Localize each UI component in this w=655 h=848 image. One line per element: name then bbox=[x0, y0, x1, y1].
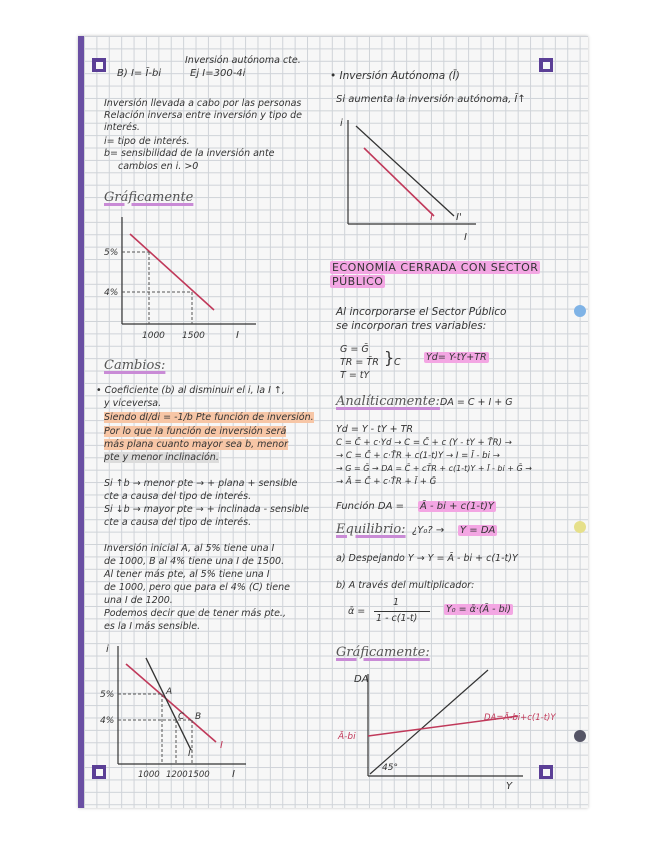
axis-label: I bbox=[464, 232, 467, 243]
equilibrio-question: ¿Y₀? → bbox=[412, 525, 445, 536]
bullet-title: • Inversión Autónoma (Ī) bbox=[330, 70, 460, 82]
axis-label: Y bbox=[506, 781, 513, 792]
variable-line: G = Ḡ bbox=[340, 344, 369, 355]
derivation-line: → G = Ḡ → DA = C̄ + cT̄R + c(1-t)Y + Ī - bi + Ḡ → bbox=[336, 464, 532, 473]
curve-I bbox=[126, 664, 216, 742]
axis-label: DA bbox=[354, 674, 369, 685]
binder-hole-icon bbox=[574, 730, 586, 742]
tick-label: 5% bbox=[104, 248, 119, 258]
equilibrio-box: Y = DA bbox=[460, 525, 496, 536]
cambios-line: pte y menor inclinación. bbox=[104, 452, 219, 463]
increase-line: Si aumenta la inversión autónoma, Ī↑ bbox=[336, 94, 526, 105]
intercept-label: Ā-bi bbox=[338, 732, 356, 742]
variable-line: T = tY bbox=[340, 370, 370, 381]
heading-equilibrio: Equilibrio: bbox=[336, 522, 406, 537]
si-line: Si ↑b → menor pte → + plana + sensible bbox=[104, 478, 298, 489]
point-label: C bbox=[178, 712, 185, 722]
investment-formula: B) I= Ī-bi bbox=[117, 68, 162, 79]
si-line: cte a causa del tipo de interés. bbox=[104, 517, 252, 528]
axis-label: i bbox=[340, 118, 343, 129]
point-label: A bbox=[166, 687, 173, 697]
corner-marker-icon bbox=[92, 58, 106, 72]
investment-example: Ej I=300-4i bbox=[190, 68, 246, 79]
cambios-line: Por lo que la función de inversión será bbox=[104, 426, 287, 437]
heading-graficamente: Gráficamente bbox=[104, 190, 194, 205]
inversion-line: una I de 1200. bbox=[104, 595, 173, 606]
incorporate-line: se incorporan tres variables: bbox=[336, 320, 487, 332]
inversion-line: es la I más sensible. bbox=[104, 621, 201, 632]
angle-label: 45° bbox=[382, 763, 398, 773]
top-title: Inversión autónoma cte. bbox=[185, 55, 301, 66]
alpha-label: ᾱ = bbox=[348, 606, 366, 617]
da-line-label: DA=Ā-bi+c(1-t)Y bbox=[484, 713, 556, 723]
curve-label: I bbox=[220, 740, 223, 751]
definition-line: Relación inversa entre inversión y tipo de bbox=[104, 110, 303, 121]
tick-label: 5% bbox=[100, 690, 115, 700]
tick-label: 1000 bbox=[142, 331, 165, 341]
tick-label: 1200 bbox=[166, 770, 188, 780]
section-title: PÚBLICO bbox=[332, 275, 384, 288]
derivation-line: → Ā = C̄ + c·T̄R + Ī + Ḡ bbox=[336, 477, 437, 487]
inversion-line: Al tener más pte, al 5% tiene una I bbox=[104, 569, 270, 580]
investment-chart bbox=[104, 212, 264, 342]
binder-hole-icon bbox=[574, 305, 586, 317]
funcion-label: Función DA = bbox=[336, 501, 405, 512]
section-title: ECONOMÍA CERRADA CON SECTOR bbox=[332, 261, 539, 274]
aggregate-demand-chart bbox=[338, 668, 556, 792]
analiticamente-eq: DA = C + I + G bbox=[440, 397, 513, 408]
inversion-line: de 1000, pero que para el 4% (C) tiene bbox=[104, 582, 290, 593]
definition-line: interés. bbox=[104, 122, 140, 133]
brace-label: C bbox=[394, 357, 401, 368]
curve-label: I' bbox=[456, 212, 462, 223]
multiplicador-line: b) A través del multiplicador: bbox=[336, 580, 475, 591]
tick-label: 1500 bbox=[182, 331, 205, 341]
autonomous-shift-chart bbox=[336, 112, 486, 246]
inversion-line: Inversión inicial A, al 5% tiene una I bbox=[104, 543, 275, 554]
si-line: Si ↓b → mayor pte → + inclinada - sensible bbox=[104, 504, 309, 515]
fraction-bar bbox=[374, 611, 430, 612]
axis-label: i bbox=[106, 644, 109, 655]
derivation-line: C = C̄ + c·Yd → C = C̄ + c (Y - tY + T̄R) → bbox=[336, 438, 512, 448]
si-line: cte a causa del tipo de interés. bbox=[104, 491, 252, 502]
investment-curve bbox=[130, 234, 214, 310]
tick-label: 4% bbox=[100, 716, 115, 726]
cambios-line: Siendo dI/di = -1/b Pte función de inversión. bbox=[104, 412, 314, 423]
point-label: B bbox=[195, 712, 202, 722]
corner-marker-icon bbox=[539, 765, 553, 779]
definition-line: cambios en i. >0 bbox=[118, 161, 199, 172]
curve-label: I bbox=[430, 212, 433, 223]
definition-line: i= tipo de interés. bbox=[104, 136, 190, 147]
cambios-line: • Coeficiente (b) al disminuir el i, la I ↑, bbox=[96, 385, 285, 396]
curve-label: I' bbox=[188, 749, 194, 759]
comparison-chart bbox=[96, 640, 256, 782]
tick-label: 1500 bbox=[188, 770, 210, 780]
axis-label: I bbox=[232, 769, 235, 780]
inversion-line: de 1000, B al 4% tiene una I de 1500. bbox=[104, 556, 285, 567]
brace-icon: } bbox=[384, 348, 395, 367]
curve-I-prime bbox=[356, 126, 454, 216]
inversion-line: Podemos decir que de tener más pte., bbox=[104, 608, 286, 619]
definition-line: Inversión llevada a cabo por las personas bbox=[104, 98, 302, 109]
curve-I bbox=[364, 148, 434, 216]
binder-hole-icon bbox=[574, 521, 586, 533]
y0-box: Y₀ = ᾱ·(Ā - bi) bbox=[446, 604, 511, 615]
heading-analiticamente: Analíticamente: bbox=[336, 394, 440, 409]
incorporate-line: Al incorporarse el Sector Público bbox=[336, 306, 507, 318]
derivation-line: Yd = Y - tY + TR bbox=[336, 424, 414, 435]
cambios-line: y viceversa. bbox=[104, 398, 162, 409]
derivation-line: → C = C̄ + c·T̄R + c(1-t)Y → I = Ī - bi → bbox=[336, 451, 500, 461]
curve-I-prime bbox=[146, 658, 191, 750]
definition-line: b= sensibilidad de la inversión ante bbox=[104, 148, 275, 159]
heading-graficamente-2: Gráficamente: bbox=[336, 645, 430, 660]
alpha-denominator: 1 - c(1-t) bbox=[376, 613, 418, 624]
tick-label: 1000 bbox=[138, 770, 160, 780]
yd-box: Yd= Y-tY+TR bbox=[426, 352, 487, 363]
axis-label: I bbox=[236, 330, 239, 341]
heading-cambios: Cambios: bbox=[104, 358, 166, 373]
alpha-numerator: 1 bbox=[393, 597, 400, 608]
despejando-line: a) Despejando Y → Y = Ā - bi + c(1-t)Y bbox=[336, 553, 518, 564]
corner-marker-icon bbox=[539, 58, 553, 72]
cambios-line: más plana cuanto mayor sea b, menor bbox=[104, 439, 289, 450]
funcion-box: Ā - bi + c(1-t)Y bbox=[420, 501, 494, 512]
tick-label: 4% bbox=[104, 288, 119, 298]
variable-line: TR = T̄R bbox=[340, 357, 379, 368]
